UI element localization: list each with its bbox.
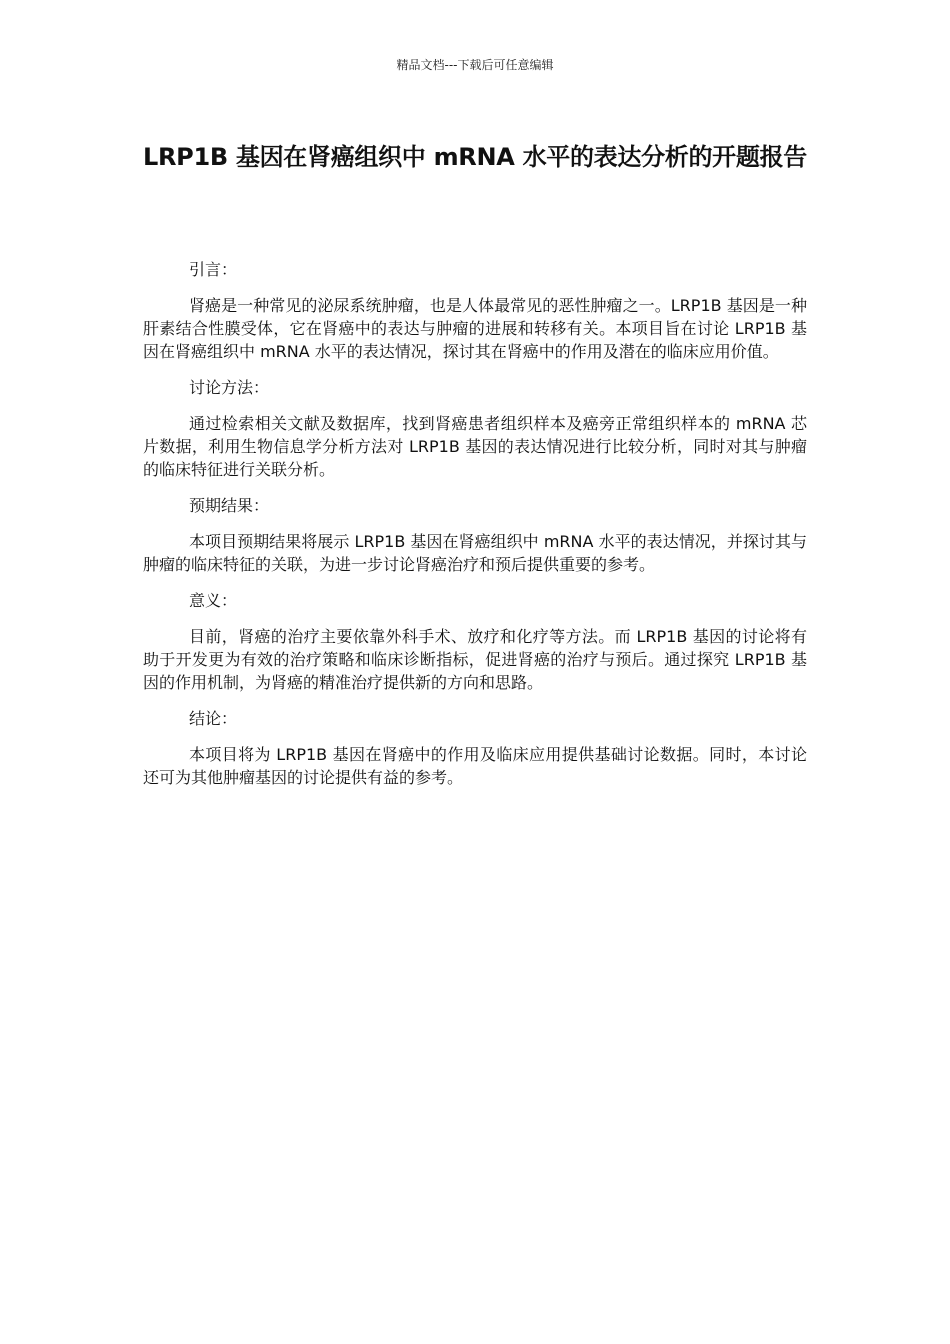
section-heading-introduction: 引言： bbox=[189, 260, 238, 279]
section-paragraph-expected-results: 本项目预期结果将展示 LRP1B 基因在肾癌组织中 mRNA 水平的表达情况，并探讨其与肿瘤的临床特征的关联，为进一步讨论肾癌治疗和预后提供重要的参考。 bbox=[143, 532, 807, 574]
document-title: LRP1B 基因在肾癌组织中 mRNA 水平的表达分析的开题报告 bbox=[143, 143, 807, 171]
document-body bbox=[143, 258, 807, 802]
section-heading-methods: 讨论方法： bbox=[189, 378, 270, 397]
section-paragraph-introduction: 肾癌是一种常见的泌尿系统肿瘤，也是人体最常见的恶性肿瘤之一。LRP1B 基因是一种肝素结合性膜受体，它在肾癌中的表达与肿瘤的进展和转移有关。本项目旨在讨论 LRP1B 基因在肾癌组织中 mRNA 水平的表达情况，探讨其在肾癌中的作用及潜在的临床应用价值。 bbox=[143, 296, 807, 361]
section-heading-expected-results: 预期结果： bbox=[189, 496, 270, 515]
section-heading-conclusion: 结论： bbox=[189, 709, 238, 728]
page-header: 精品文档---下载后可任意编辑 bbox=[396, 58, 554, 72]
section-paragraph-conclusion: 本项目将为 LRP1B 基因在肾癌中的作用及临床应用提供基础讨论数据。同时，本讨论还可为其他肿瘤基因的讨论提供有益的参考。 bbox=[143, 745, 807, 787]
section-paragraph-significance: 目前，肾癌的治疗主要依靠外科手术、放疗和化疗等方法。而 LRP1B 基因的讨论将有助于开发更为有效的治疗策略和临床诊断指标，促进肾癌的治疗与预后。通过探究 LRP1B 基因的作用机制，为肾癌的精准治疗提供新的方向和思路。 bbox=[143, 627, 807, 692]
section-heading-significance: 意义： bbox=[189, 591, 238, 610]
section-paragraph-methods: 通过检索相关文献及数据库，找到肾癌患者组织样本及癌旁正常组织样本的 mRNA 芯片数据，利用生物信息学分析方法对 LRP1B 基因的表达情况进行比较分析，同时对其与肿瘤的临床特征进行关联分析。 bbox=[143, 414, 807, 479]
